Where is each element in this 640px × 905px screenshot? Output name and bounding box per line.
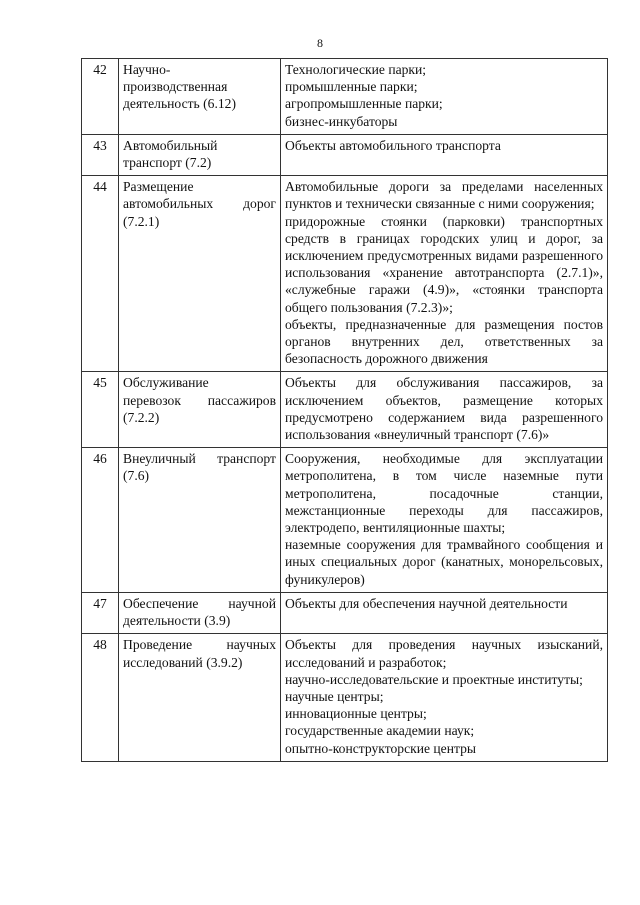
- row-number: 48: [82, 634, 119, 761]
- use-type-name-line: Проведение научных: [123, 637, 276, 653]
- row-number: 44: [82, 176, 119, 372]
- use-type-name: [119, 634, 281, 761]
- use-type-description: [281, 134, 608, 175]
- description-paragraph: опытно-конструкторские центры: [285, 740, 477, 756]
- table-row: [82, 372, 608, 448]
- use-type-name: [119, 372, 281, 448]
- description-paragraph: бизнес-инкубаторы: [285, 113, 398, 129]
- description-paragraph: государственные академии наук;: [285, 723, 475, 739]
- description-paragraph: наземные сооружения для трамвайного сообщения и иных специальных дорог (канатных, монорельсовых, фуникулеров): [285, 537, 603, 587]
- description-paragraph: придорожные стоянки (парковки) транспортных средств в границах городских улиц и дорог, за исключением предусмотренных видами разрешенного использования «хранение автотранспорта (2.7.1)», «служебные гаражи (4.9)», «стоянки транспорта общего пользования (7.2.3)»;: [285, 213, 603, 315]
- use-type-name-line: Обеспечение научной: [123, 595, 276, 611]
- use-type-description: [281, 59, 608, 135]
- description-paragraph: объекты, предназначенные для размещения постов органов внутренних дел, ответственных за безопасность дорожного движения: [285, 316, 603, 367]
- use-type-name-line: Размещение: [123, 179, 194, 195]
- use-type-name-line: (7.2.2): [123, 409, 160, 425]
- table-body: [82, 59, 608, 762]
- row-number: 47: [82, 592, 119, 633]
- land-use-table: [81, 58, 608, 762]
- description-paragraph: Технологические парки;: [285, 62, 427, 77]
- use-type-name: [119, 59, 281, 135]
- use-type-name-line: производственная: [123, 79, 228, 95]
- table-row: [82, 448, 608, 593]
- description-paragraph: научно-исследовательские и проектные институты;: [285, 671, 583, 687]
- use-type-name-line: перевозок пассажиров: [123, 392, 276, 408]
- use-type-description: [281, 176, 608, 372]
- row-number: 45: [82, 372, 119, 448]
- table-row: [82, 134, 608, 175]
- table-row: [82, 592, 608, 633]
- row-number: 46: [82, 448, 119, 593]
- use-type-name-line: деятельность (6.12): [123, 96, 236, 112]
- use-type-description: [281, 634, 608, 761]
- description-paragraph: промышленные парки;: [285, 79, 418, 95]
- use-type-name-line: (7.2.1): [123, 213, 160, 229]
- table-row: [82, 59, 608, 135]
- description-paragraph: Автомобильные дороги за пределами населенных пунктов и технически связанные с ними сооружения;: [285, 179, 603, 212]
- use-type-name-line: исследований (3.9.2): [123, 654, 243, 670]
- table-row: [82, 634, 608, 761]
- use-type-name-line: (7.6): [123, 468, 150, 484]
- table-row: [82, 176, 608, 372]
- use-type-description: [281, 448, 608, 593]
- description-paragraph: Объекты для проведения научных изысканий, исследований и разработок;: [285, 637, 603, 670]
- use-type-name: [119, 448, 281, 593]
- description-paragraph: Сооружения, необходимые для эксплуатации метрополитена, в том числе наземные пути метрополитена, посадочные станции, межстанционные переходы для пассажиров, электродепо, вентиляционные шахты;: [285, 451, 603, 536]
- use-type-name-line: Обслуживание: [123, 375, 209, 391]
- use-type-name-line: Автомобильный: [123, 137, 218, 153]
- row-number: 42: [82, 59, 119, 135]
- description-paragraph: Объекты для обеспечения научной деятельности: [285, 595, 568, 611]
- use-type-name-line: транспорт (7.2): [123, 155, 212, 171]
- use-type-name: [119, 592, 281, 633]
- use-type-description: [281, 592, 608, 633]
- row-number: 43: [82, 134, 119, 175]
- use-type-name-line: автомобильных дорог: [123, 196, 276, 212]
- use-type-name-line: Научно-: [123, 62, 171, 77]
- use-type-name: [119, 176, 281, 372]
- use-type-name-line: деятельности (3.9): [123, 613, 231, 629]
- description-paragraph: агропромышленные парки;: [285, 96, 443, 112]
- use-type-description: [281, 372, 608, 448]
- description-paragraph: Объекты автомобильного транспорта: [285, 137, 501, 153]
- description-paragraph: научные центры;: [285, 688, 384, 704]
- description-paragraph: Объекты для обслуживания пассажиров, за исключением объектов, размещение которых предусмотрено содержанием вида разрешенного использования «внеуличный транспорт (7.6)»: [285, 375, 603, 443]
- use-type-name-line: Внеуличный транспорт: [123, 451, 276, 467]
- description-paragraph: инновационные центры;: [285, 706, 427, 722]
- page-number: 8: [317, 36, 323, 50]
- use-type-name: [119, 134, 281, 175]
